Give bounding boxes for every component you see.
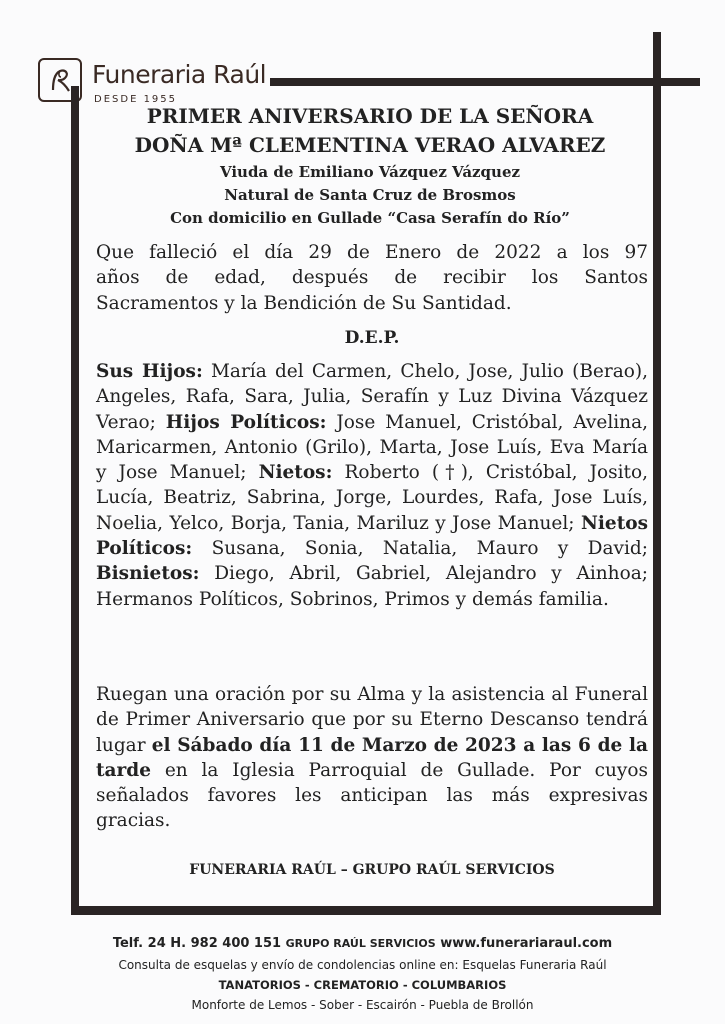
intro-line2: años de edad, después de recibir los Santos	[96, 267, 648, 289]
footer-group: GRUPO RAÚL SERVICIOS	[285, 937, 436, 950]
page-title-line2: DOÑA Mª CLEMENTINA VERAO ALVAREZ	[134, 133, 606, 157]
dep-label: D.E.P.	[344, 328, 400, 348]
bisnietos-label: Bisnietos:	[96, 563, 200, 585]
logo-subtitle: DESDE 1955	[94, 94, 178, 105]
frame-bottom-bar	[71, 906, 661, 915]
request-text-after: en la Iglesia Parroquial de Gullade. Por cuyos señalados favores les anticipan las más expresivas gracias.	[96, 759, 648, 832]
page-title-line1: PRIMER ANIVERSARIO DE LA SEÑORA	[146, 104, 594, 128]
logo-name: Funeraria Raúl	[92, 60, 267, 89]
footer-contact	[0, 936, 725, 951]
family-paragraph	[96, 359, 648, 612]
footer-consult-brand: Funeraria Raúl	[519, 958, 607, 972]
request-text-before: Ruegan una oración por su Alma y la asistencia al Funeral de Primer Aniversario que por su Eterno Descanso tendrá lugar	[96, 684, 648, 756]
footer-consult	[0, 958, 725, 972]
frame-top-bar	[270, 78, 700, 86]
nietos-politicos-label: Nietos Políticos:	[96, 512, 648, 560]
subtitle-origin: Natural de Santa Cruz de Brosmos	[224, 186, 516, 204]
request-paragraph	[96, 682, 648, 834]
signature: FUNERARIA RAÚL – GRUPO RAÚL SERVICIOS	[189, 862, 555, 878]
footer-web-link[interactable]: www.funerariaraul.com	[440, 936, 613, 951]
footer-services: TANATORIOS - CREMATORIO - COLUMBARIOS	[218, 978, 507, 992]
nietos-politicos-text: Susana, Sonia, Natalia, Mauro y David;	[211, 538, 648, 560]
funeral-date: el Sábado día 11 de Marzo de 2023 a las 6 de la tarde	[96, 734, 648, 781]
frame-left-bar	[71, 86, 79, 915]
footer-consult-prefix: Consulta de esquelas y envío de condolencias online en: Esquelas	[118, 958, 516, 972]
intro-line3: Sacramentos y la Bendición de Su Santidad.	[96, 292, 512, 314]
bisnietos-text: Diego, Abril, Gabriel, Alejandro y Ainhoa; Hermanos Políticos, Sobrinos, Primos y demás familia.	[96, 563, 648, 610]
hijos-politicos-label: Hijos Políticos:	[165, 411, 327, 433]
nietos-text: Roberto (†), Cristóbal, Josito, Lucía, Beatriz, Sabrina, Jorge, Lourdes, Rafa, Jose Luís, Noelia, Yelco, Borja, Tania, Mariluz y Jose Manuel;	[96, 462, 648, 534]
subtitle-widow: Viuda de Emiliano Vázquez Vázquez	[219, 163, 521, 181]
hijos-label: Sus Hijos:	[96, 361, 203, 382]
subtitle-address: Con domicilio en Gullade “Casa Serafín do Río”	[170, 209, 570, 227]
footer-phone: Telf. 24 H. 982 400 151	[112, 936, 282, 951]
footer-locations: Monforte de Lemos - Sober - Escairón - Puebla de Brollón	[191, 998, 534, 1012]
intro-paragraph	[96, 240, 648, 316]
hijos-politicos-text: Jose Manuel, Cristóbal, Avelina, Maricarmen, Antonio (Grilo), Marta, Jose Luís, Eva María y Jose Manuel;	[96, 411, 648, 484]
hijos-text: María del Carmen, Chelo, Jose, Julio (Berao), Angeles, Rafa, Sara, Julia, Serafín y Luz Divina Vázquez Verao;	[96, 361, 648, 433]
nietos-label: Nietos:	[258, 462, 333, 484]
frame-right-bar	[653, 32, 661, 915]
intro-line1: Que falleció el día 29 de Enero de 2022 a los 97	[96, 242, 648, 263]
